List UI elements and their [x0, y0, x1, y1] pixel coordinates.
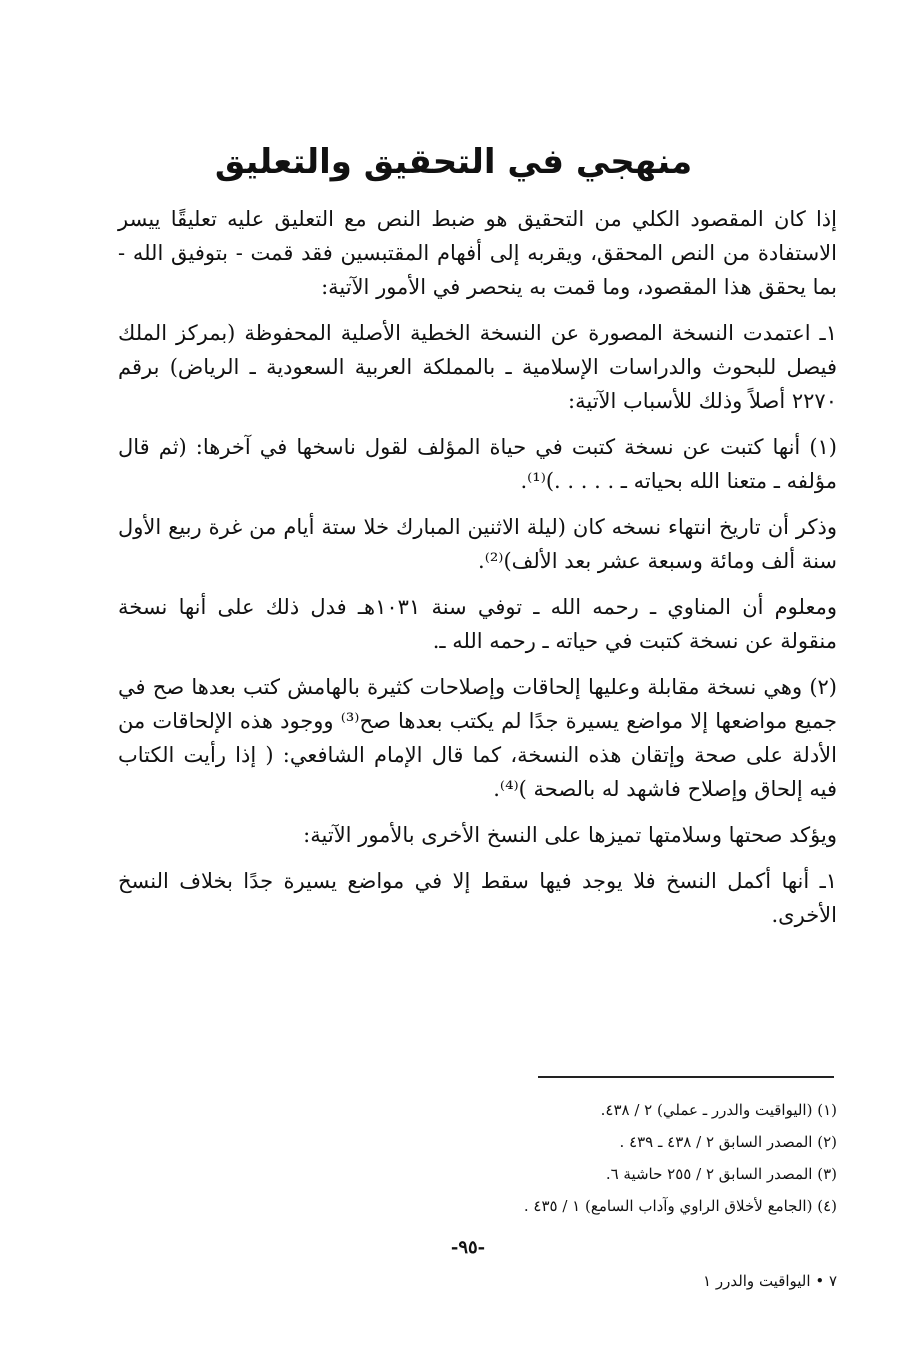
paragraph-item-1: ١ـ اعتمدت النسخة المصورة عن النسخة الخطية الأصلية المحفوظة (بمركز الملك فيصل للبحوث والدراسات الإسلامية ـ بالمملكة العربية السعودية ـ الرياض) برقم ٢٢٧٠ أصلاً وذلك للأسباب الآتية: [118, 321, 837, 413]
paragraph-confirmation: ويؤكد صحتها وسلامتها تميزها على النسخ الأخرى بالأمور الآتية: [303, 823, 837, 847]
page-title: منهجي في التحقيق والتعليق [214, 142, 693, 182]
paragraph-intro: إذا كان المقصود الكلي من التحقيق هو ضبط النص مع التعليق عليه تعليقًا ييسر الاستفادة من النص المحقق، ويقربه إلى أفهام المقتبسين فقد قمت - بتوفيق الله - بما يحقق هذا المقصود، وما قمت به ينحصر في الأمور الآتية: [118, 207, 837, 299]
paragraph-date: وذكر أن تاريخ انتهاء نسخه كان (ليلة الاثنين المبارك خلا ستة أيام من غرة ربيع الأول سنة ألف ومائة وسبعة عشر بعد الألف)⁽²⁾. [118, 515, 837, 573]
body-text [118, 202, 837, 944]
paragraph-reason-1: (١) أنها كتبت عن نسخة كتبت في حياة المؤلف لقول ناسخها في آخرها: (ثم قال مؤلفه ـ متعنا الله بحياته ـ . . . . .)⁽¹⁾. [118, 435, 837, 493]
footnote-divider [538, 1076, 834, 1078]
paragraph-completeness: ١ـ أنها أكمل النسخ فلا يوجد فيها سقط إلا في مواضع يسيرة جدًا بخلاف النسخ الأخرى. [118, 869, 837, 927]
footnote: (٤) (الجامع لأخلاق الراوي وآداب السامع) ١ / ٤٣٥ . [523, 1197, 837, 1215]
footnotes-list [300, 1094, 837, 1222]
page-number: -٩٥- [450, 1237, 486, 1258]
paragraph-reason-2: (٢) وهي نسخة مقابلة وعليها إلحاقات وإصلاحات كثيرة بالهامش كتب بعدها صح في جميع مواضعها إلا مواضع يسيرة جدًا لم يكتب بعدها صح⁽³⁾ ووجود هذه الإلحاقات من الأدلة على صحة وإتقان هذه النسخة، كما قال الإمام الشافعي: ( إذا رأيت الكتاب فيه إلحاق وإصلاح فاشهد له بالصحة )⁽⁴⁾. [118, 675, 837, 801]
printer-signature: ٧ • اليواقيت والدرر ١ [703, 1272, 837, 1290]
footnote: (١) (اليواقيت والدرر ـ عملي) ٢ / ٤٣٨. [600, 1101, 837, 1119]
footnote: (٢) المصدر السابق ٢ / ٤٣٨ ـ ٤٣٩ . [619, 1133, 837, 1151]
paragraph-death-year: ومعلوم أن المناوي ـ رحمه الله ـ توفي سنة ١٠٣١هـ فدل ذلك على أنها نسخة منقولة عن نسخة كتبت في حياته ـ رحمه الله ـ. [118, 595, 837, 653]
footnote: (٣) المصدر السابق ٢ / ٢٥٥ حاشية ٦. [605, 1165, 837, 1183]
